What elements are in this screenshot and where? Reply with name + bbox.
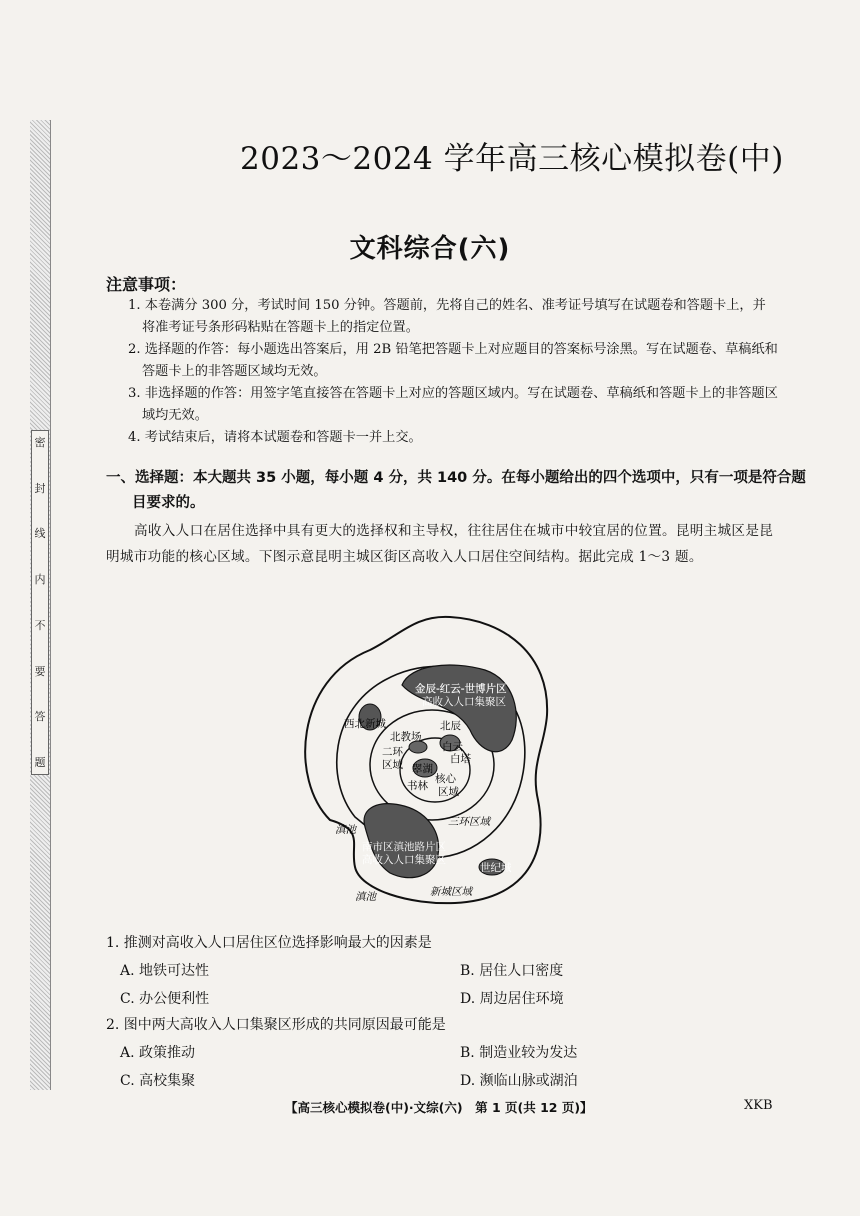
- question-2-stem: 2. 图中两大高收入人口集聚区形成的共同原因最可能是: [106, 1017, 446, 1033]
- notice-item: 2. 选择题的作答：每小题选出答案后，用 2B 铅笔把答题卡上对应题目的答案标号涂黑。写在试题卷、草稿纸和答题卡上的非答题区域均无效。: [128, 342, 778, 379]
- map-label: 翠湖: [412, 763, 433, 775]
- seal-char: 不: [34, 618, 46, 632]
- page-footer: [285, 1098, 593, 1116]
- exam-subtitle: 文科综合(六): [349, 234, 511, 264]
- seal-char: 要: [34, 664, 46, 678]
- seal-char: 密: [34, 436, 46, 449]
- question-1-option-a[interactable]: A. 地铁可达性: [120, 963, 210, 979]
- notice-item: 3. 非选择题的作答：用签字笔直接答在答题卡上对应的答题区域内。写在试题卷、草稿纸和答题卡上的非答题区域均无效。: [128, 386, 778, 423]
- map-label: 三环区域: [448, 816, 490, 828]
- map-label: 世纪城: [480, 862, 512, 874]
- map-label: 白塔: [450, 753, 471, 765]
- seal-char: 答: [34, 710, 46, 724]
- seal-char: 题: [34, 755, 46, 769]
- question-2-option-a[interactable]: A. 政策推动: [120, 1045, 196, 1061]
- seal-char: 线: [34, 527, 46, 541]
- kunming-structure-map: [290, 605, 565, 915]
- question-2-option-d[interactable]: D. 濒临山脉或湖泊: [460, 1073, 578, 1089]
- map-label: 北辰: [440, 720, 461, 732]
- seal-char: 封: [34, 481, 46, 495]
- map-label: 二环: [382, 746, 403, 758]
- footer-text: 【高三核心模拟卷(中)·文综(六) 第 1 页(共 12 页)】: [285, 1100, 593, 1115]
- map-label: 高收入人口集聚区: [362, 854, 446, 866]
- map-label: 核心: [435, 773, 456, 785]
- map-label: 白云: [442, 741, 463, 753]
- map-label: 西北新城: [344, 718, 386, 730]
- notice-item: 4. 考试结束后，请将本试题卷和答题卡一并上交。: [128, 430, 422, 445]
- map-label: 滇池: [355, 891, 376, 903]
- exam-title: 2023～2024 学年高三核心模拟卷(中): [240, 141, 784, 177]
- map-label: 滇池: [335, 824, 356, 836]
- map-label: 高收入人口集聚区: [422, 696, 506, 708]
- map-label: 新城区域: [430, 886, 472, 898]
- map-label: 区域: [382, 759, 403, 771]
- map-label: 北教场: [390, 731, 422, 743]
- map-label: 区域: [438, 786, 459, 798]
- question-intro: 高收入人口在居住选择中具有更大的选择权和主导权，往往居住在城市中较宜居的位置。昆明主城区是昆明城市功能的核心区域。下图示意昆明主城区街区高收入人口居住空间结构。据此完成 1～3 题。: [106, 523, 774, 565]
- map-label: 书林: [407, 780, 428, 792]
- seal-line-box: [31, 430, 49, 775]
- notice-item: 1. 本卷满分 300 分，考试时间 150 分钟。答题前，先将自己的姓名、准考证号填写在试题卷和答题卡上，并将准考证号条形码粘贴在答题卡上的指定位置。: [128, 298, 766, 335]
- paper-code: XKB: [744, 1098, 773, 1113]
- question-1-option-b[interactable]: B. 居住人口密度: [460, 963, 564, 979]
- notice-heading: 注意事项：: [106, 275, 187, 294]
- question-1-option-c[interactable]: C. 办公便利性: [120, 991, 210, 1007]
- question-1-stem: 1. 推测对高收入人口居住区位选择影响最大的因素是: [106, 935, 432, 951]
- notice-list: [128, 295, 778, 449]
- seal-char: 内: [34, 573, 46, 587]
- map-label: 金辰-红云-世博片区: [415, 683, 507, 695]
- question-2-option-c[interactable]: C. 高校集聚: [120, 1073, 196, 1089]
- map-label: 南市区滇池路片区: [362, 841, 446, 853]
- section-heading: 一、选择题：本大题共 35 小题，每小题 4 分，共 140 分。在每小题给出的四个选项中，只有一项是符合题目要求的。: [106, 470, 806, 511]
- question-1-option-d[interactable]: D. 周边居住环境: [460, 991, 564, 1007]
- question-2-option-b[interactable]: B. 制造业较为发达: [460, 1045, 578, 1061]
